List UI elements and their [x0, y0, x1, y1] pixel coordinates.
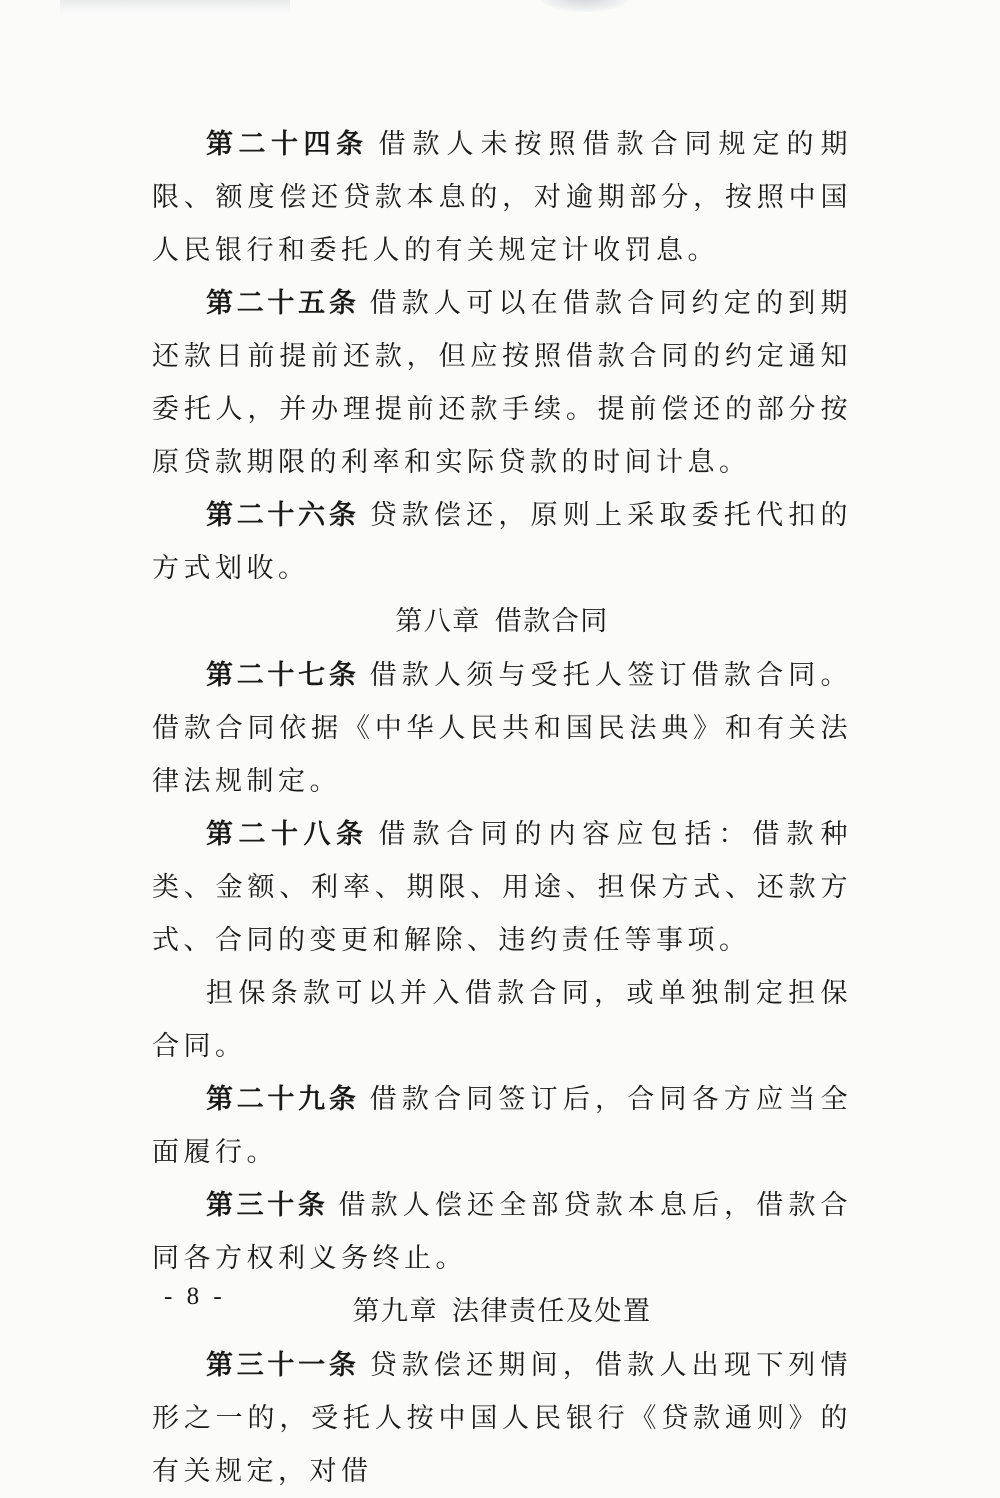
article-28 [152, 808, 852, 967]
chapter-title: 法律责任及处置 [452, 1296, 652, 1327]
chapter-title: 借款合同 [494, 606, 609, 637]
article-heading: 第三十一条 [206, 1350, 360, 1381]
article-heading: 第二十九条 [206, 1084, 360, 1115]
article-31 [152, 1339, 852, 1498]
scan-artifact-corner [60, 0, 290, 14]
article-text: 借款人偿还全部贷款本息后，借款合同各方权利义务终止。 [152, 1190, 853, 1274]
chapter-number: 第九章 [352, 1296, 438, 1327]
chapter-8-heading [152, 595, 852, 649]
article-heading: 第二十六条 [206, 500, 360, 531]
article-heading: 第二十七条 [206, 660, 360, 691]
chapter-9-heading [152, 1285, 852, 1339]
article-text: 借款合同的内容应包括：借款种类、金额、利率、期限、用途、担保方式、还款方式、合同的变更和解除、违约责任等事项。 [152, 819, 852, 956]
article-heading: 第三十条 [206, 1190, 329, 1221]
article-24 [152, 118, 852, 277]
scan-artifact-top [540, 0, 630, 12]
article-text: 贷款偿还，原则上采取委托代扣的方式划收。 [152, 500, 853, 584]
paragraph-text: 担保条款可以并入借款合同，或单独制定担保合同。 [152, 978, 852, 1062]
article-25 [152, 277, 852, 489]
guarantee-paragraph [152, 967, 852, 1073]
chapter-number: 第八章 [395, 606, 481, 637]
page-number: - 8 - [164, 1283, 226, 1310]
article-text: 贷款偿还期间，借款人出现下列情形之一的，受托人按中国人民银行《贷款通则》的有关规定，对借 [152, 1350, 853, 1487]
article-29 [152, 1073, 852, 1179]
document-body [152, 118, 852, 1498]
article-text: 借款合同签订后，合同各方应当全面履行。 [152, 1084, 853, 1168]
article-heading: 第二十八条 [206, 819, 369, 850]
article-text: 借款人须与受托人签订借款合同。借款合同依据《中华人民共和国民法典》和有关法律法规制定。 [152, 660, 853, 797]
article-text: 借款人可以在借款合同约定的到期还款日前提前还款，但应按照借款合同的约定通知委托人，并办理提前还款手续。提前偿还的部分按原贷款期限的利率和实际贷款的时间计息。 [152, 288, 853, 478]
article-text: 借款人未按照借款合同规定的期限、额度偿还贷款本息的，对逾期部分，按照中国人民银行和委托人的有关规定计收罚息。 [152, 129, 852, 266]
article-26 [152, 489, 852, 595]
article-27 [152, 649, 852, 808]
article-heading: 第二十五条 [206, 288, 360, 319]
article-30 [152, 1179, 852, 1285]
article-heading: 第二十四条 [206, 129, 369, 160]
